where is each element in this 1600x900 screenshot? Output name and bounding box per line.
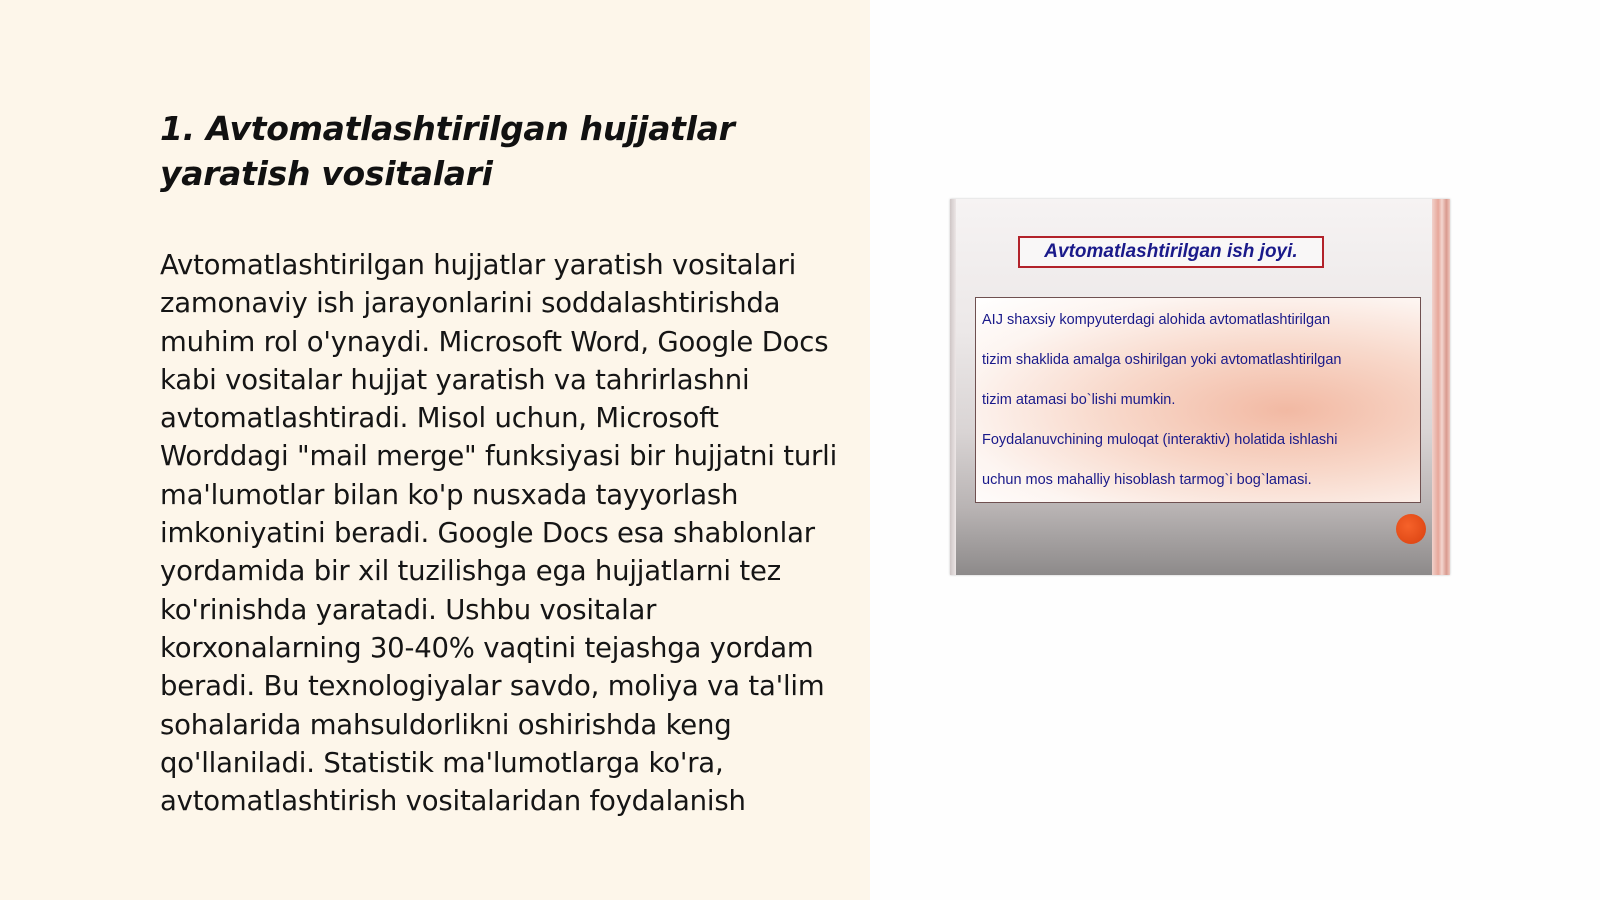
- image-textbox: [975, 297, 1421, 503]
- image-text-line: tizim shaklida amalga oshirilgan yoki avtomatlashtirilgan: [982, 352, 1342, 368]
- image-title: Avtomatlashtirilgan ish joyi.: [1018, 236, 1324, 268]
- image-text-line: Foydalanuvchining muloqat (interaktiv) holatida ishlashi: [982, 432, 1338, 448]
- image-text-line: AIJ shaxsiy kompyuterdagi alohida avtomatlashtirilgan: [982, 312, 1331, 328]
- image-text-line: uchun mos mahalliy hisoblash tarmog`i bog`lamasi.: [982, 472, 1312, 488]
- slide-body-text: Avtomatlashtirilgan hujjatlar yaratish vositalari zamonaviy ish jarayonlarini soddalashtirishda muhim rol o'ynaydi. Microsoft Word, Google Docs kabi vositalar hujjat yaratish va tahrirlashni avtomatlashtiradi. Misol uchun, Microsoft Worddagi "mail merge" funksiyasi bir hujjatni turli ma'lumotlar bilan ko'p nusxada tayyorlash imkoniyatini beradi. Google Docs esa shablonlar yordamida bir xil tuzilishga ega hujjatlarni tez ko'rinishda yaratadi. Ushbu vositalar korxonalarning 30-40% vaqtini tejashga yordam beradi. Bu texnologiyalar savdo, moliya va ta'lim sohalarida mahsuldorlikni oshirishda keng qo'llaniladi. Statistik ma'lumotlarga ko'ra, avtomatlashtirish vositalaridan foydalanish: [160, 249, 838, 818]
- image-left-edge: [950, 199, 956, 575]
- orange-dot-icon: [1396, 514, 1426, 544]
- embedded-slide-image: [950, 199, 1450, 575]
- image-right-edge: [1432, 199, 1450, 575]
- image-text-line: tizim atamasi bo`lishi mumkin.: [982, 392, 1176, 408]
- slide-title: 1. Avtomatlashtirilgan hujjatlar yaratish vositalari: [160, 109, 735, 193]
